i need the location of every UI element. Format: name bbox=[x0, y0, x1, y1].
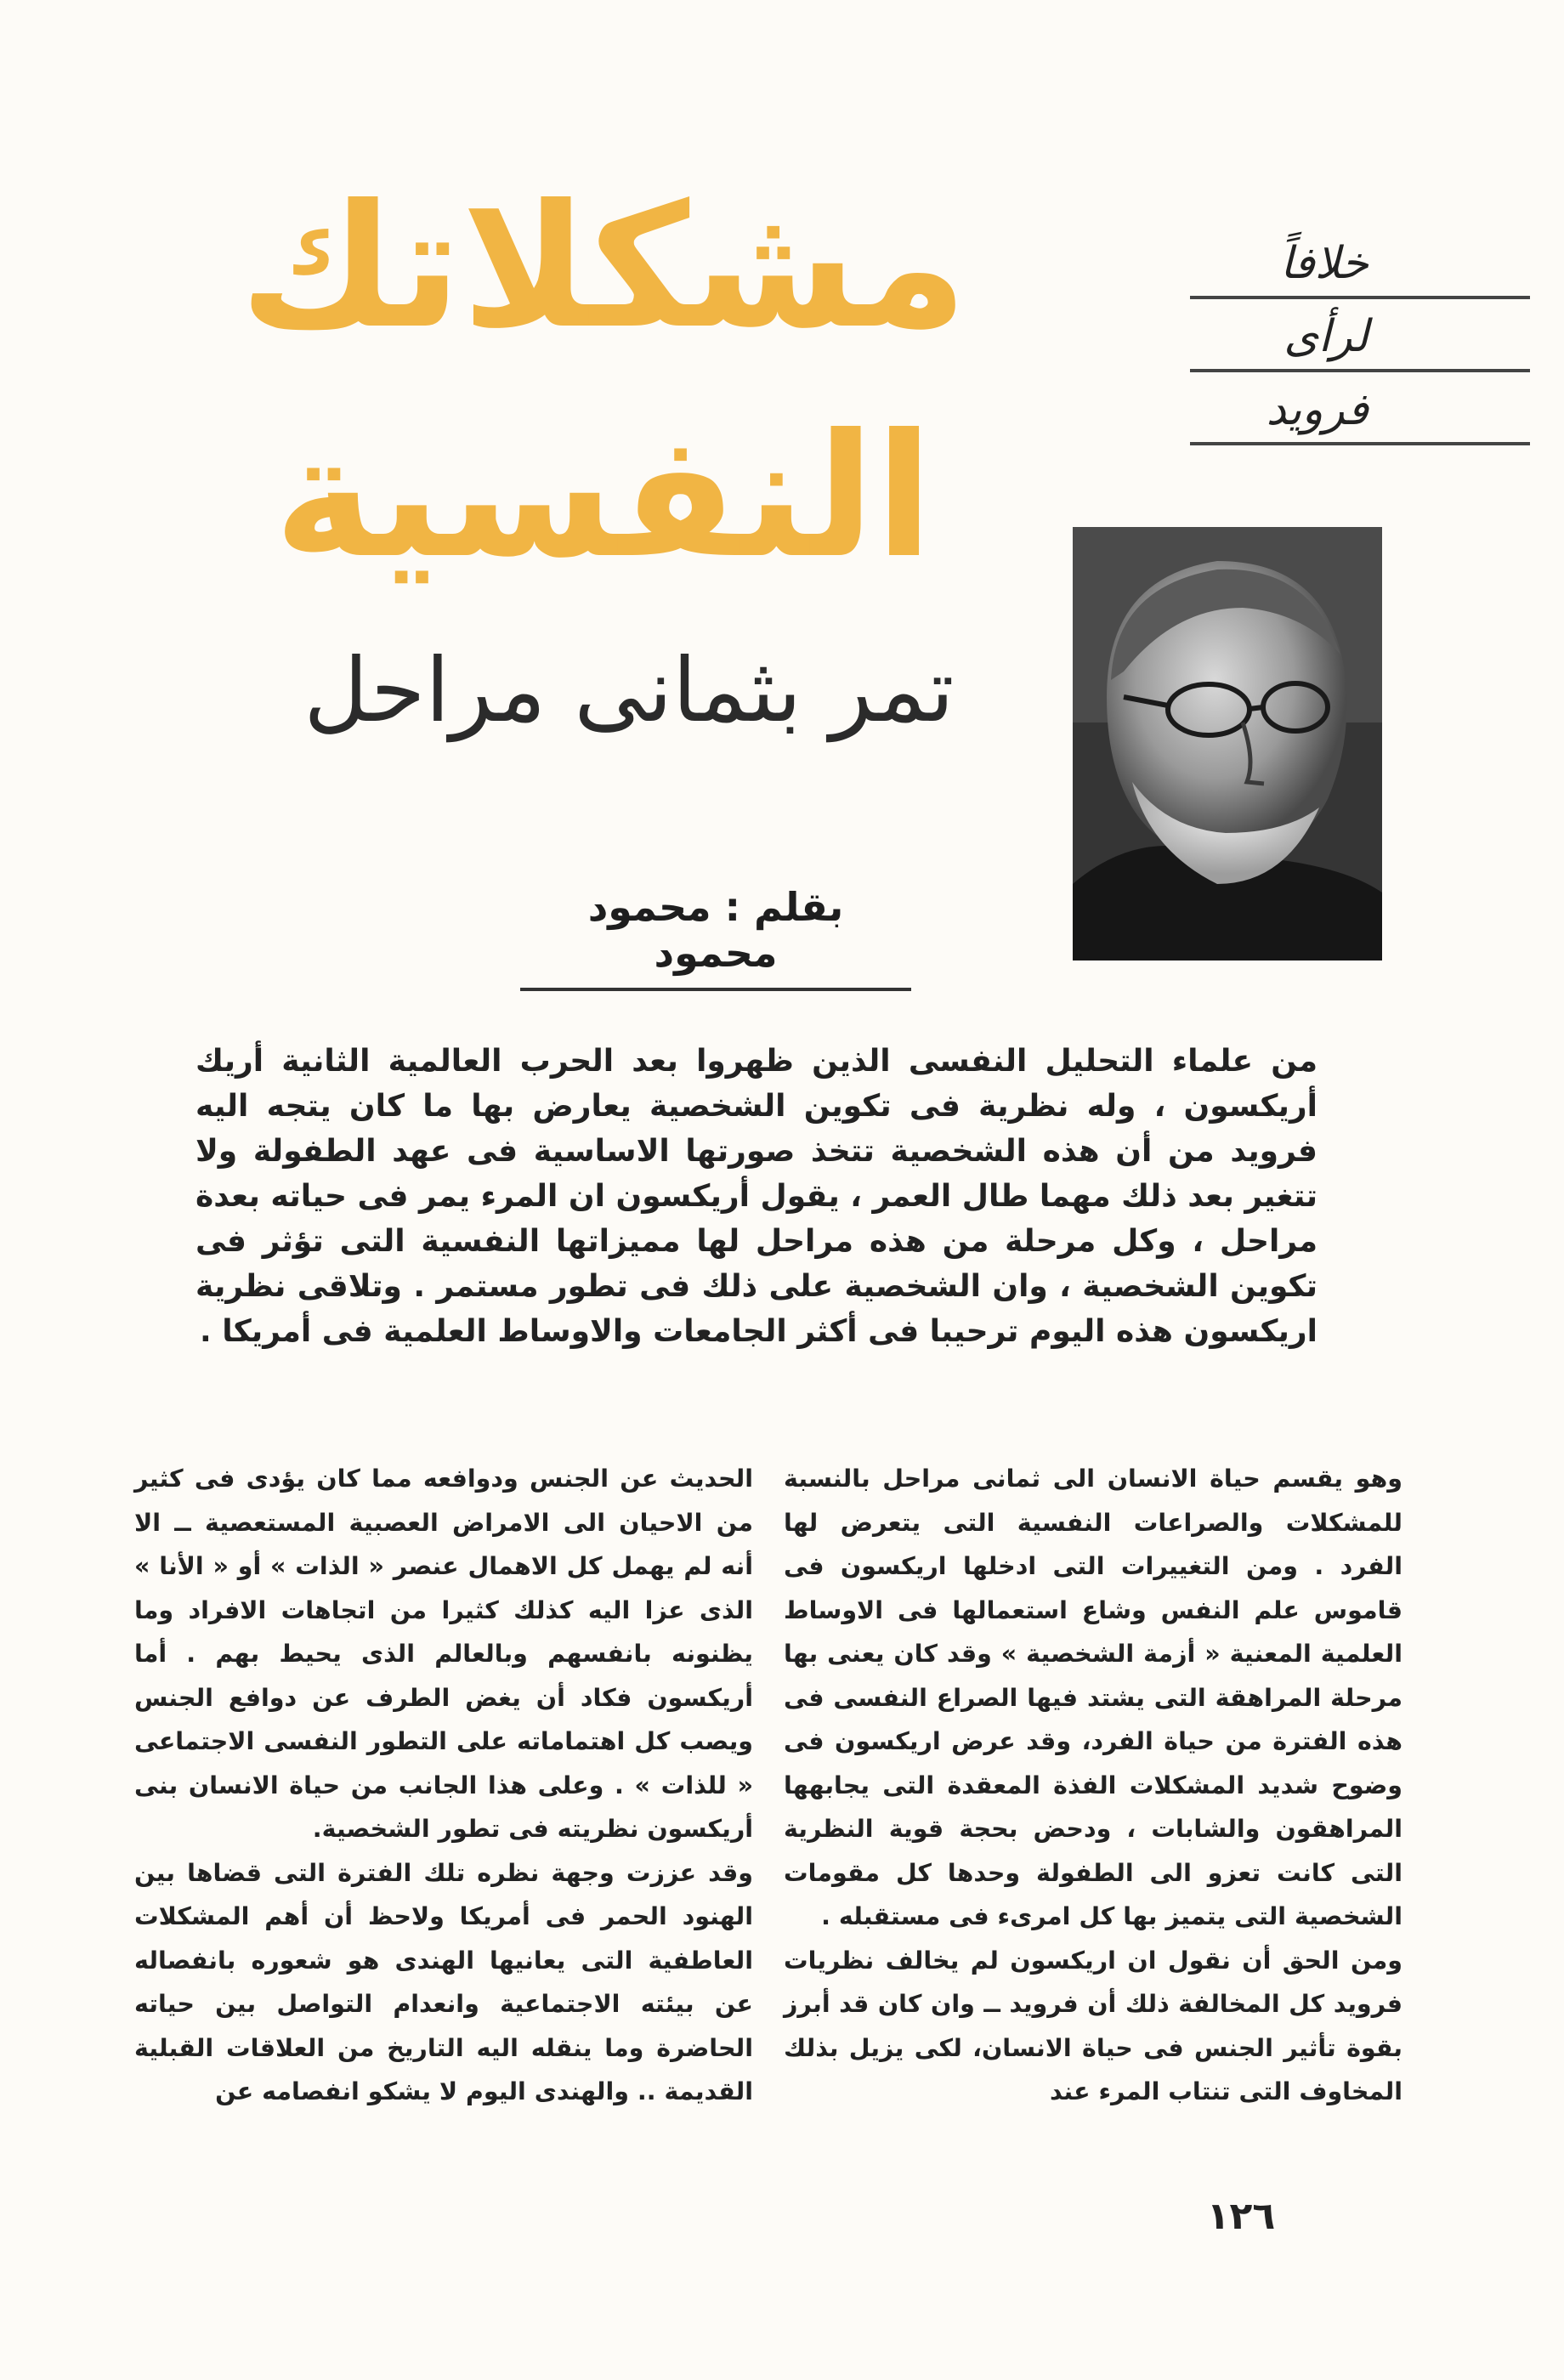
portrait-photo-icon bbox=[1073, 527, 1382, 960]
series-label bbox=[1190, 230, 1530, 445]
page-number: ١٢٦ bbox=[1206, 2195, 1276, 2238]
portrait-photo bbox=[1073, 527, 1382, 960]
article-paragraph: الحديث عن الجنس ودوافعه مما كان يؤدى فى كثير من الاحيان الى الامراض العصبية المستعصية ــ الا أنه لم يهمل كل الاهمال عنصر « الذات » أو « الأنا » الذى عزا اليه كذلك كثيرا من اتجاهات الافراد وما يظنونه بانفسهم وبالعالم الذى يحيط بهم . أما أريكسون فكاد أن يغض الطرف عن دوافع الجنس ويصب كل اهتماماته على التطور النفسى الاجتماعى « للذات » . وعلى هذا الجانب من حياة الانسان بنى أريكسون نظريته فى تطور الشخصية. bbox=[134, 1465, 753, 1843]
article-paragraph: وهو يقسم حياة الانسان الى ثمانى مراحل بالنسبة للمشكلات والصراعات النفسية التى يتعرض لها الفرد . ومن التغييرات التى ادخلها اريكسون فى قاموس علم النفس وشاع استعمالها فى الاوساط العلمية المعنية « أزمة الشخصية » وقد كان يعنى بها مرحلة المراهقة التى يشتد فيها الصراع النفسى فى هذه الفترة من حياة الفرد، وقد عرض اريكسون فى وضوح شديد المشكلات الفذة المعقدة التى يجابهها المراهقون والشابات ، ودحض بحجة قوية النظرية التى كانت تعزو الى الطفولة وحدها كل مقومات الشخصية التى يتميز بها كل امرىء فى مستقبله . bbox=[784, 1465, 1402, 1930]
article-title-line2: النفسية bbox=[274, 398, 933, 596]
article-paragraph: وقد عززت وجهة نظره تلك الفترة التى قضاها بين الهنود الحمر فى أمريكا ولاحظ أن أهم المشكلات العاطفية التى يعانيها الهندى هو شعوره بانفصاله عن بيئته الاجتماعية وانعدام التواصل بين حياته الحاضرة وما ينقله اليه التاريخ من العلاقات القبلية القديمة .. والهندى اليوم لا يشكو انفصامه عن bbox=[134, 1858, 753, 2105]
article-subtitle: تمر بثمانى مراحل bbox=[303, 638, 955, 742]
article-paragraph: ومن الحق أن نقول ان اريكسون لم يخالف نظريات فرويد كل المخالفة ذلك أن فرويد ــ وان كان قد أبرز بقوة تأثير الجنس فى حياة الانسان، لكى يزيل بذلك المخاوف التى تنتاب المرء عند bbox=[784, 1946, 1402, 2105]
article-column-right bbox=[784, 1457, 1402, 2114]
series-label-line: لرأى bbox=[1190, 303, 1530, 372]
series-label-line: فرويد bbox=[1190, 376, 1530, 445]
article-title-line1: مشكلاتك bbox=[239, 168, 968, 366]
article-intro: من علماء التحليل النفسى الذين ظهروا بعد الحرب العالمية الثانية أريك أريكسون ، وله نظرية فى تكوين الشخصية يعارض بها ما كان يتجه اليه فرويد من أن هذه الشخصية تتخذ صورتها الاساسية فى عهد الطفولة ولا تتغير بعد ذلك مهما طال العمر ، يقول أريكسون ان المرء يمر فى حياته بعدة مراحل ، وكل مرحلة من هذه مراحل لها مميزاتها النفسية التى تؤثر فى تكوين الشخصية ، وان الشخصية على ذلك فى تطور مستمر . وتلاقى نظرية اريكسون هذه اليوم ترحيبا فى أكثر الجامعات والاوساط العلمية فى أمريكا . bbox=[196, 1044, 1318, 1349]
article-column-left bbox=[134, 1457, 753, 2114]
article-byline: بقلم : محمود محمود bbox=[520, 884, 911, 991]
series-label-line: خلافاً bbox=[1190, 230, 1530, 299]
